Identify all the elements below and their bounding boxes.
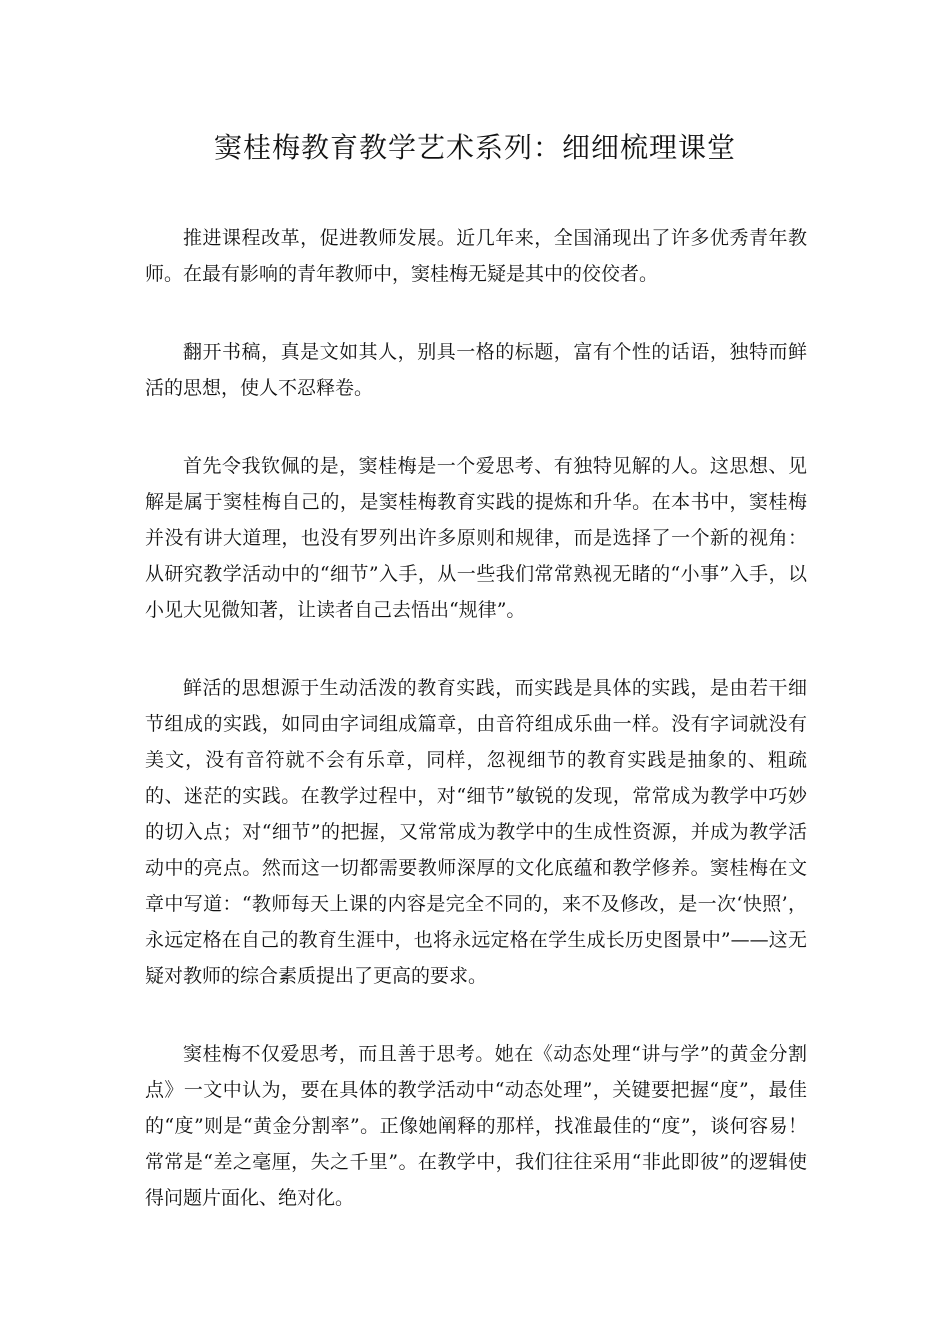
paragraph-2: 翻开书稿，真是文如其人，别具一格的标题，富有个性的话语，独特而鲜活的思想，使人不忍释卷。 — [145, 341, 807, 399]
paragraph-5: 窦桂梅不仅爱思考，而且善于思考。她在《动态处理“讲与学”的黄金分割点》一文中认为，要在具体的教学活动中“动态处理”，关键要把握“度”，最佳的“度”则是“黄金分割率”。正像她阐释的那样，找准最佳的“度”，谈何容易！常常是“差之毫厘，失之千里”。在教学中，我们往往采用“非此即彼”的逻辑使得问题片面化、绝对化。 — [145, 1043, 807, 1209]
paragraph-4: 鲜活的思想源于生动活泼的教育实践，而实践是具体的实践，是由若干细节组成的实践，如同由字词组成篇章，由音符组成乐曲一样。没有字词就没有美文，没有音符就不会有乐章，同样，忽视细节的教育实践是抽象的、粗疏的、迷茫的实践。在教学过程中，对“细节”敏锐的发现，常常成为教学中巧妙的切入点；对“细节”的把握，又常常成为教学中的生成性资源，并成为教学活动中的亮点。然而这一切都需要教师深厚的文化底蕴和教学修养。窦桂梅在文章中写道：“教师每天上课的内容是完全不同的，来不及修改，是一次‘快照’，永远定格在自己的教育生涯中，也将永远定格在学生成长历史图景中”——这无疑对教师的综合素质提出了更高的要求。 — [145, 677, 807, 987]
document-title: 窦桂梅教育教学艺术系列：细细梳理课堂 — [213, 131, 736, 164]
paragraph-3: 首先令我钦佩的是，窦桂梅是一个爱思考、有独特见解的人。这思想、见解是属于窦桂梅自己的，是窦桂梅教育实践的提炼和升华。在本书中，窦桂梅并没有讲大道理，也没有罗列出许多原则和规律，而是选择了一个新的视角：从研究教学活动中的“细节”入手，从一些我们常常熟视无睹的“小事”入手，以小见大见微知著，让读者自己去悟出“规律”。 — [145, 455, 807, 621]
paragraph-1: 推进课程改革，促进教师发展。近几年来，全国涌现出了许多优秀青年教师。在最有影响的青年教师中，窦桂梅无疑是其中的佼佼者。 — [145, 227, 807, 285]
document-body — [145, 220, 807, 1258]
